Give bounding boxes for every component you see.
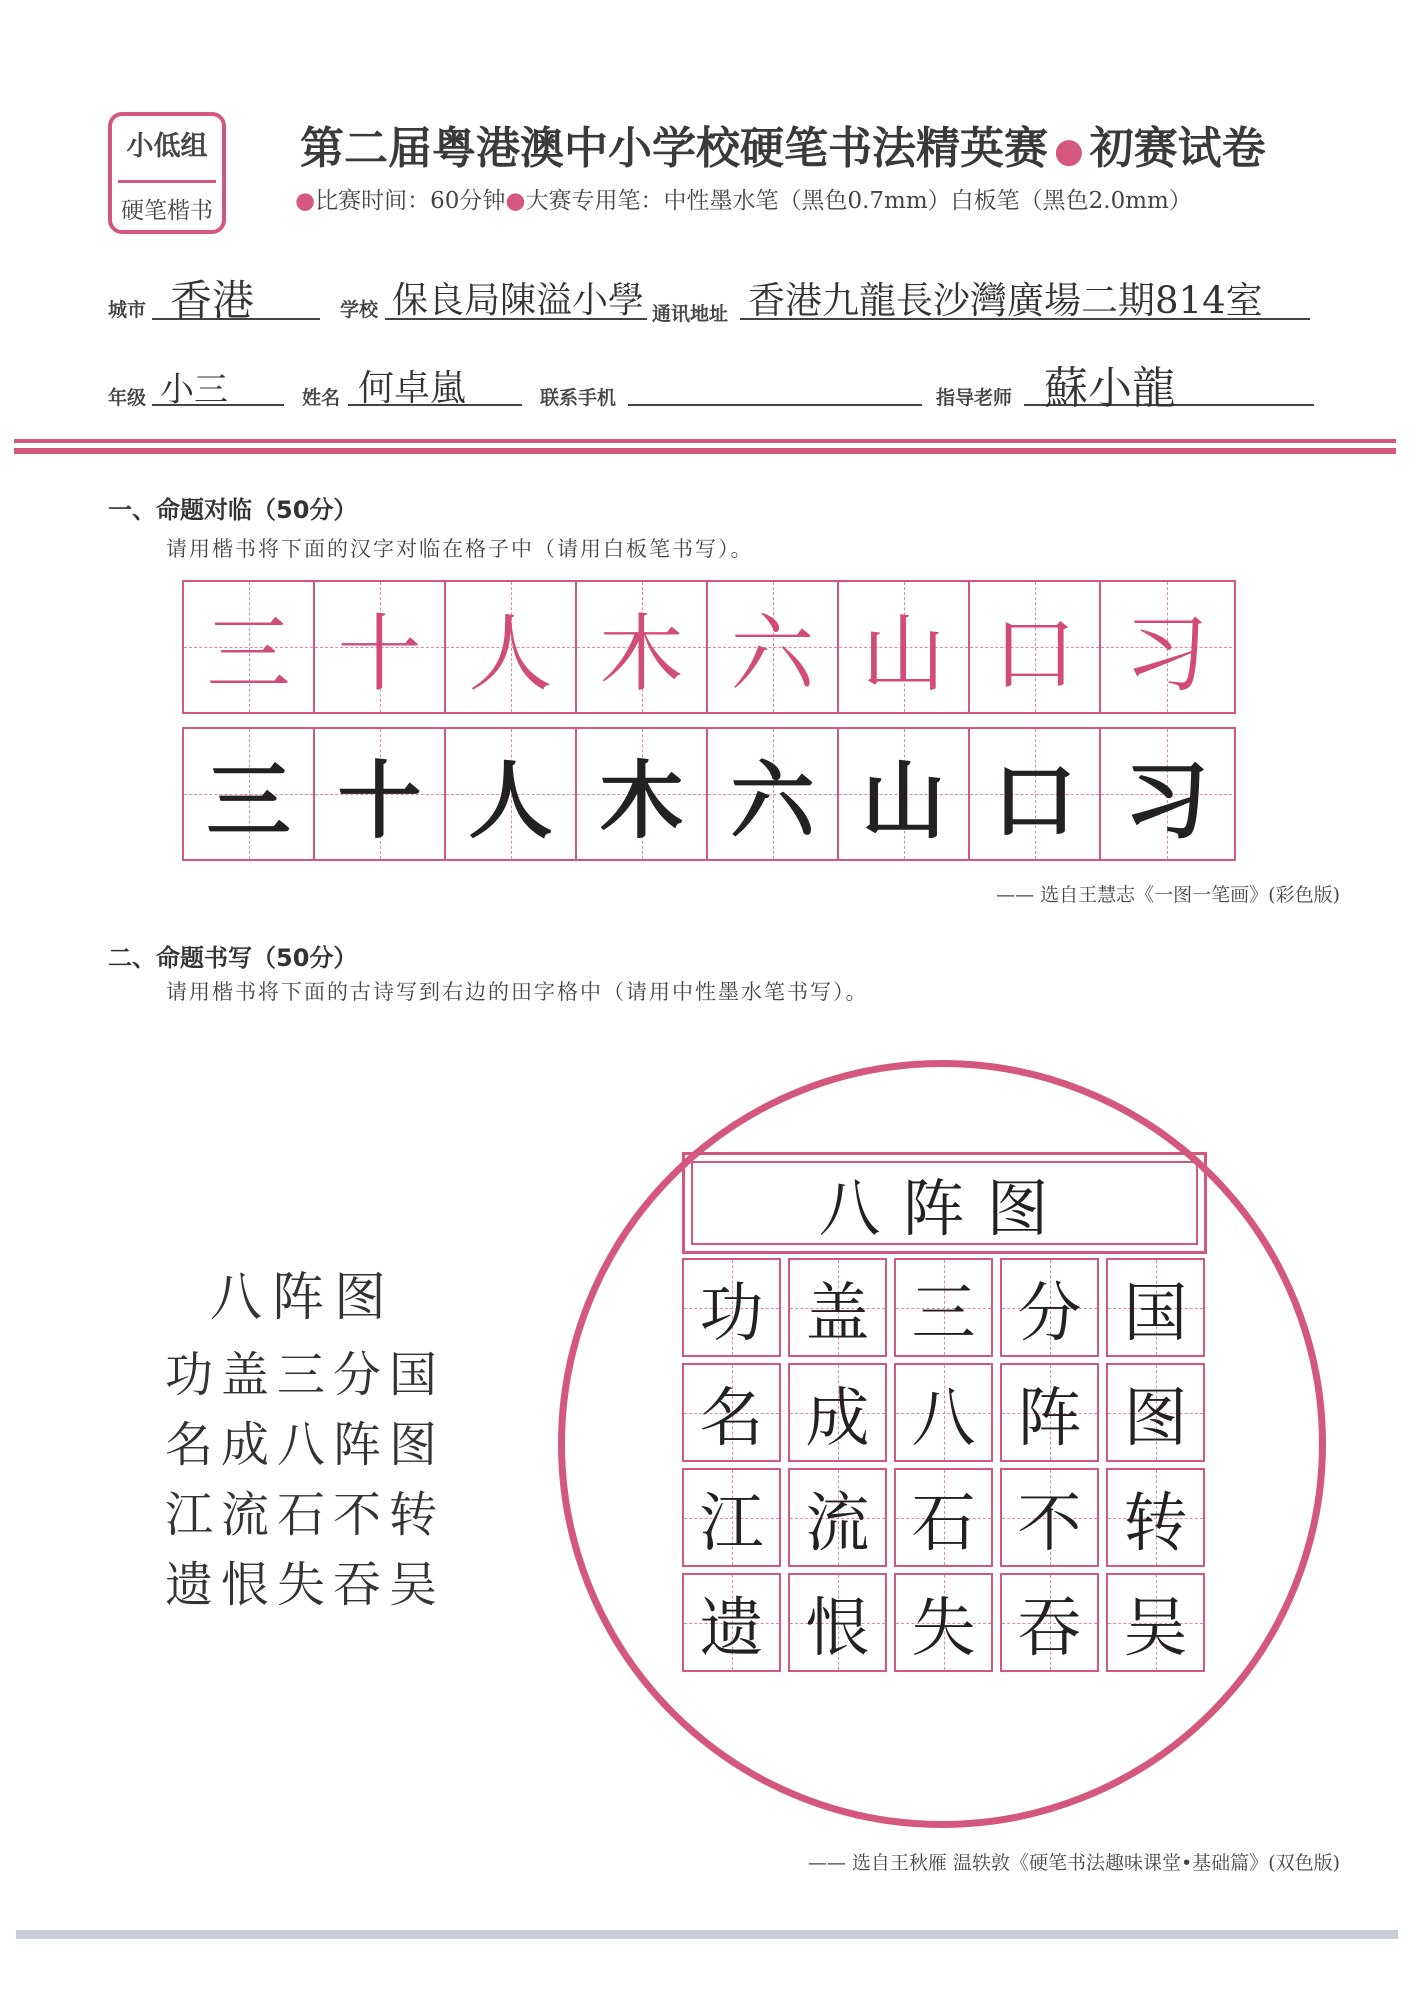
grid-cell[interactable]: 恨 [788, 1573, 887, 1672]
grid-row [682, 1573, 1207, 1672]
section2-title: 二、命题书写（50分） [108, 944, 358, 972]
grid-cell[interactable]: 流 [788, 1468, 887, 1567]
grid-cell[interactable]: 三 [894, 1258, 993, 1357]
bullet-dot-icon: ● [505, 188, 526, 214]
grid-cell[interactable]: 失 [894, 1573, 993, 1672]
grid-cell[interactable]: 国 [1106, 1258, 1205, 1357]
rule-pen: 大赛专用笔：中性墨水笔（黑色0.7mm）白板笔（黑色2.0mm） [525, 188, 1192, 214]
section1-source: —— 选自王慧志《一图一笔画》(彩色版) [996, 884, 1340, 906]
model-char-cell: 三 [184, 582, 315, 712]
poem-title: 八阵图 [210, 1268, 397, 1328]
teacher-value[interactable]: 蘇小龍 [1044, 363, 1176, 414]
poem-line: 功盖三分国 [165, 1347, 446, 1403]
teacher-label: 指导老师 [936, 387, 1013, 409]
model-char-cell: 六 [708, 582, 839, 712]
poem-text [165, 1340, 445, 1620]
bullet-dot-icon: ● [295, 188, 316, 214]
grid-cell[interactable]: 八 [894, 1363, 993, 1462]
copy-char-cell[interactable]: 六 [708, 729, 839, 859]
page-title [300, 112, 1266, 176]
grid-cell[interactable]: 成 [788, 1363, 887, 1462]
address-value[interactable]: 香港九龍長沙灣廣場二期814室 [748, 279, 1263, 322]
written-title-box[interactable] [682, 1152, 1207, 1254]
grid-row [682, 1258, 1207, 1357]
badge-style-label: 硬笔楷书 [121, 198, 213, 224]
grade-value[interactable]: 小三 [160, 370, 228, 410]
copy-char-cell[interactable]: 三 [184, 729, 315, 859]
grid-cell[interactable]: 吴 [1106, 1573, 1205, 1672]
city-value[interactable]: 香港 [170, 276, 255, 325]
header-divider-thin [14, 439, 1396, 443]
model-char-cell: 口 [970, 582, 1101, 712]
poem-line: 江流石不转 [165, 1487, 446, 1543]
model-char-cell: 十 [315, 582, 446, 712]
city-label: 城市 [108, 299, 147, 321]
header-divider-thick [14, 448, 1396, 454]
grid-cell[interactable]: 功 [682, 1258, 781, 1357]
poem-line: 名成八阵图 [165, 1417, 446, 1473]
model-char-cell: 山 [839, 582, 970, 712]
grid-row [682, 1468, 1207, 1567]
grade-label: 年级 [108, 387, 147, 409]
poem-line: 遗恨失吞吴 [165, 1557, 446, 1613]
exam-rules [295, 182, 1192, 215]
copy-char-cell[interactable]: 山 [839, 729, 970, 859]
bullet-dot-icon: ● [1054, 131, 1084, 171]
model-char-cell: 木 [577, 582, 708, 712]
grid-cell[interactable]: 阵 [1000, 1363, 1099, 1462]
grid-cell[interactable]: 吞 [1000, 1573, 1099, 1672]
model-char-cell: 人 [446, 582, 577, 712]
title-suffix: 初赛试卷 [1089, 123, 1266, 174]
grid-cell[interactable]: 石 [894, 1468, 993, 1567]
address-label: 通讯地址 [652, 303, 729, 325]
group-badge [108, 112, 226, 234]
grid-cell[interactable]: 名 [682, 1363, 781, 1462]
name-label: 姓名 [302, 387, 341, 409]
grid-cell[interactable]: 江 [682, 1468, 781, 1567]
section1-instructions: 请用楷书将下面的汉字对临在格子中（请用白板笔书写）。 [166, 537, 754, 561]
copy-char-row[interactable] [182, 727, 1236, 861]
written-title[interactable]: 八阵图 [818, 1171, 1071, 1245]
copy-char-cell[interactable]: 人 [446, 729, 577, 859]
model-char-row [182, 580, 1236, 714]
copy-char-cell[interactable]: 木 [577, 729, 708, 859]
school-value[interactable]: 保良局陳溢小學 [392, 280, 645, 321]
name-value[interactable]: 何卓嵐 [358, 368, 467, 409]
grid-row [682, 1363, 1207, 1462]
grid-cell[interactable]: 遗 [682, 1573, 781, 1672]
grid-cell[interactable]: 转 [1106, 1468, 1205, 1567]
model-char-cell: 习 [1101, 582, 1232, 712]
writing-grid[interactable] [682, 1258, 1207, 1678]
rule-time: 比赛时间：60分钟 [315, 188, 506, 214]
copy-char-cell[interactable]: 口 [970, 729, 1101, 859]
section2-source: —— 选自王秋雁 温轶敦《硬笔书法趣味课堂•基础篇》(双色版) [807, 1852, 1340, 1874]
footer-band [16, 1930, 1398, 1939]
school-label: 学校 [340, 299, 379, 321]
badge-group-label: 小低组 [126, 131, 208, 162]
grid-cell[interactable]: 分 [1000, 1258, 1099, 1357]
copy-char-cell[interactable]: 习 [1101, 729, 1232, 859]
section2-instructions: 请用楷书将下面的古诗写到右边的田字格中（请用中性墨水笔书写）。 [166, 980, 869, 1004]
grid-cell[interactable]: 盖 [788, 1258, 887, 1357]
badge-divider [118, 180, 216, 183]
grid-cell[interactable]: 图 [1106, 1363, 1205, 1462]
phone-label: 联系手机 [540, 387, 617, 409]
phone-line[interactable] [628, 404, 922, 406]
grid-cell[interactable]: 不 [1000, 1468, 1099, 1567]
title-main: 第二届粤港澳中小学校硬笔书法精英赛 [300, 123, 1048, 174]
copy-char-cell[interactable]: 十 [315, 729, 446, 859]
section1-title: 一、命题对临（50分） [108, 496, 358, 524]
